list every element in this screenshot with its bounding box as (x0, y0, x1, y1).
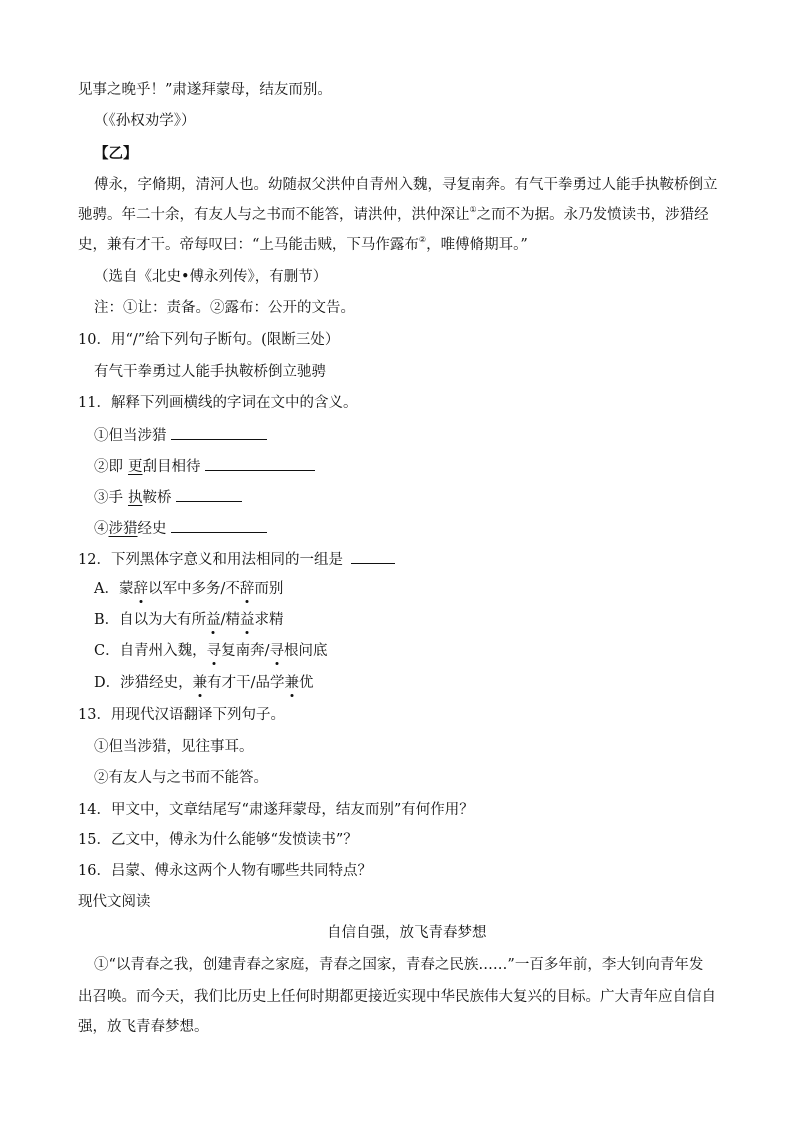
answer-blank[interactable] (205, 456, 315, 471)
question-13-item-a: ①但当涉猎，见往事耳。 (94, 739, 254, 755)
answer-blank[interactable] (171, 425, 267, 440)
question-15: 15．乙文中，傅永为什么能够“发愤读书”？ (78, 832, 358, 848)
yi-line-2-text-a: 驰骋。年二十余，有友人与之书而不能答，请洪仲，洪仲深让 (78, 207, 470, 223)
yi-line-2-text-b: 之而不为据。永乃发愤读书，涉猎经 (476, 207, 709, 223)
section-heading-modern: 现代文阅读 (78, 894, 151, 910)
yi-line-3-text-b: ，唯傅脩期耳。” (426, 237, 528, 253)
question-11: 11．解释下列画横线的字词在文中的含义。 (78, 395, 358, 411)
q11-c-rest: 鞍桥 (142, 490, 172, 506)
q11-b-rest: 刮目相待 (142, 459, 201, 475)
q11-a-word: 涉猎 (137, 428, 167, 444)
footnote-marker-2: ② (418, 235, 427, 244)
footnote-marker-1: ① (469, 205, 477, 214)
q12-c-part1: C．自青州入魏， (94, 643, 207, 659)
question-10-sentence: 有气干拳勇过人能手执鞍桥倒立驰骋 (94, 364, 326, 380)
q12-b-part3: 求精 (254, 612, 284, 628)
question-11-item-d (94, 518, 267, 538)
q12-b-dotted-1: 益 (206, 612, 221, 628)
modern-paragraph-line-2: 出召唤。而今天，我们比历史上任何时期都更接近实现中华民族伟大复兴的目标。广大青年应自信自 (78, 989, 716, 1005)
q12-option-b[interactable] (94, 610, 284, 630)
yi-paragraph-line-2 (78, 205, 709, 225)
article-title: 自信自强，放飞青春梦想 (327, 925, 487, 941)
q12-option-c[interactable] (94, 641, 328, 661)
q12-a-part1: A．蒙 (94, 581, 134, 597)
modern-paragraph-line-3: 强，放飞青春梦想。 (78, 1019, 209, 1035)
q11-b-word: 更 (128, 459, 143, 475)
question-16: 16．吕蒙、傅永这两个人物有哪些共同特点？ (78, 863, 372, 879)
answer-blank[interactable] (351, 549, 395, 564)
q12-a-dotted-2: 辞 (239, 581, 255, 597)
q11-d-rest: 经史 (137, 521, 167, 537)
q12-a-part2: 以军中多务/不 (147, 581, 240, 597)
q12-a-part3: 而别 (254, 581, 284, 597)
yi-heading: 【乙】 (94, 145, 138, 162)
q12-d-part2: 有才干/品学 (207, 675, 285, 691)
yi-paragraph-line-1: 傅永，字脩期，清河人也。幼随叔父洪仲自青州入魏，寻复南奔。有气干拳勇过人能手执鞍桥倒立 (94, 177, 718, 193)
q12-b-dotted-2: 益 (240, 612, 255, 628)
yi-paragraph-line-3 (78, 235, 528, 255)
q12-a-dotted-1: 辞 (133, 581, 148, 597)
yi-source: （选自《北史•傅永列传》，有删节） (94, 269, 328, 285)
q12-d-part1: D．涉猎经史， (94, 675, 193, 691)
question-12 (78, 549, 395, 569)
q12-b-part1: B．自以为大有所 (94, 612, 207, 628)
jia-source: （《孙权劝学》） (94, 113, 196, 129)
yi-line-3-text-a: 史，兼有才干。帝每叹曰：“上马能击贼，下马作露布 (78, 237, 419, 253)
q11-b-label: ②即 (94, 459, 123, 475)
q12-b-part2: /精 (220, 612, 241, 628)
modern-paragraph-line-1: ①“以青春之我，创建青春之家庭，青春之国家，青春之民族……”一百多年前，李大钊向青年发 (94, 957, 704, 973)
q12-option-a[interactable] (94, 579, 283, 599)
answer-blank[interactable] (176, 487, 242, 502)
q11-c-label: ③手 (94, 490, 123, 506)
q12-c-dotted-2: 寻 (269, 643, 284, 659)
question-13-item-b: ②有友人与之书而不能答。 (94, 770, 268, 786)
q12-c-dotted-1: 寻 (206, 643, 222, 659)
question-10: 10．用“/”给下列句子断句。(限断三处） (78, 332, 340, 348)
q11-a-label: ①但当 (94, 428, 138, 444)
q12-option-d[interactable] (94, 673, 314, 693)
q11-d-label: ④ (94, 521, 109, 537)
q12-d-dotted-2: 兼 (284, 675, 300, 691)
q11-c-word: 执 (128, 490, 143, 506)
q12-d-part3: 优 (299, 675, 314, 691)
question-11-item-a (94, 425, 267, 445)
question-13: 13．用现代汉语翻译下列句子。 (78, 707, 285, 723)
answer-blank[interactable] (171, 518, 267, 533)
q11-d-word: 涉猎 (108, 521, 138, 537)
q12-d-dotted-1: 兼 (192, 675, 208, 691)
q12-c-part2: 复南奔/ (221, 643, 270, 659)
question-14: 14．甲文中，文章结尾写“肃遂拜蒙母，结友而别”有何作用？ (78, 802, 474, 818)
jia-last-line: 见事之晚乎！”肃遂拜蒙母，结友而别。 (78, 82, 332, 98)
q12-c-part3: 根问底 (284, 643, 328, 659)
yi-notes: 注：①让：责备。②露布：公开的文告。 (94, 300, 355, 316)
question-11-item-c (94, 487, 242, 507)
q12-text: 12．下列黑体字意义和用法相同的一组是 (78, 552, 343, 568)
question-11-item-b (94, 456, 315, 476)
